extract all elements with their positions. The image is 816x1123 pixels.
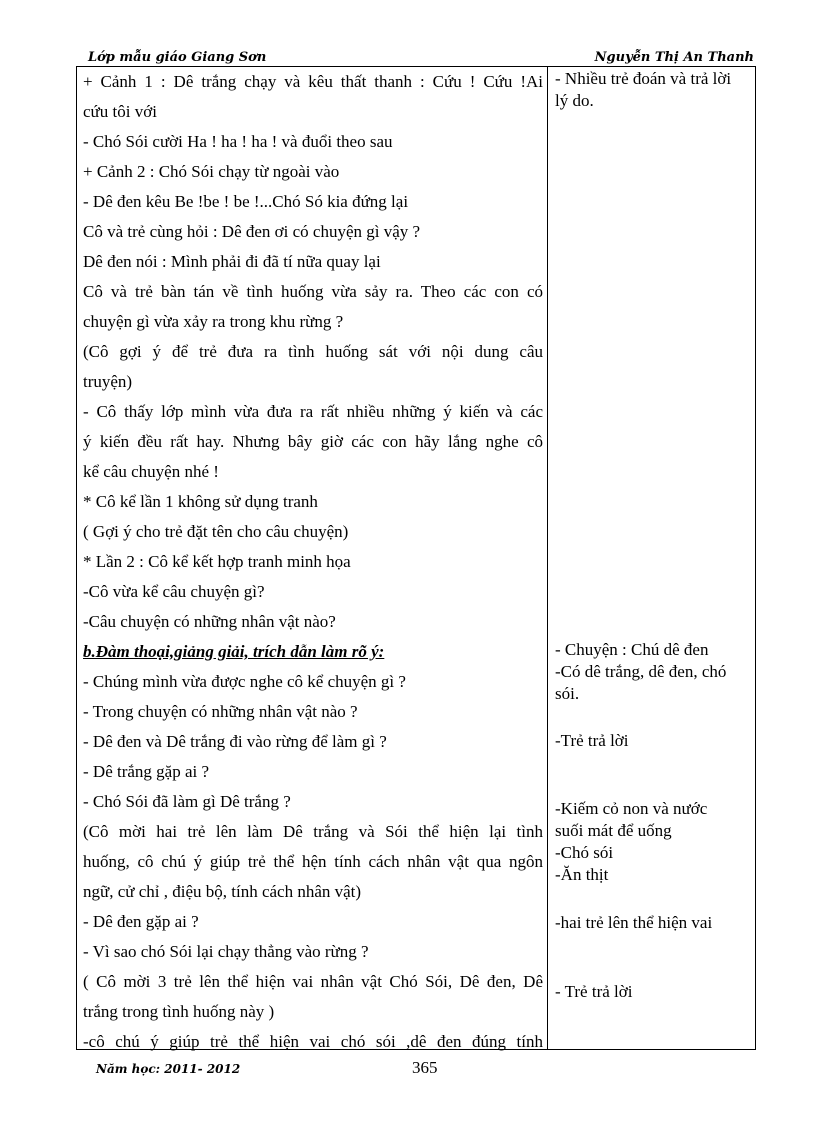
text-line: -Câu chuyện có những nhân vật nào? xyxy=(83,612,336,631)
response-line: lý do. xyxy=(555,91,594,110)
text-line: - Chó Sói cười Ha ! ha ! ha ! và đuổi theo sau xyxy=(83,132,393,151)
response-block xyxy=(555,798,751,886)
response-line: sói. xyxy=(555,684,580,703)
text-line: Cô và trẻ cùng hỏi : Dê đen ơi có chuyện gì vậy ? xyxy=(83,222,421,241)
text-line: - Dê đen và Dê trắng đi vào rừng để làm gì ? xyxy=(83,732,387,751)
text-line: -cô chú ý giúp trẻ thể hiện vai chó sói ,dê đen đúng tính xyxy=(83,1032,543,1051)
column-divider xyxy=(547,66,548,1049)
text-line: (Cô gợi ý để trẻ đưa ra tình huống sát với nội dung câu xyxy=(83,342,543,361)
response-line: -Trẻ trả lời xyxy=(555,731,629,750)
text-line: * Lần 2 : Cô kể kết hợp tranh minh họa xyxy=(83,552,351,571)
text-line: + Cảnh 1 : Dê trắng chạy và kêu thất thanh : Cứu ! Cứu !Ai xyxy=(83,72,543,91)
text-line: ( Gợi ý cho trẻ đặt tên cho câu chuyện) xyxy=(83,522,349,541)
response-line: - Trẻ trả lời xyxy=(555,982,633,1001)
text-line: - Chó Sói đã làm gì Dê trắng ? xyxy=(83,792,291,811)
text-line: ngữ, cử chỉ , điệu bộ, tính cách nhân vật) xyxy=(83,882,362,901)
text-line: Cô và trẻ bàn tán về tình huống vừa sảy ra. Theo các con có xyxy=(83,282,543,301)
activity-column xyxy=(83,67,543,1057)
text-line: - Cô thấy lớp mình vừa đưa ra rất nhiều những ý kiến và các xyxy=(83,402,543,421)
text-line: ý kiến đều rất hay. Nhưng bây giờ các con hãy lắng nghe cô xyxy=(83,432,543,451)
header-school-name: Lớp mẫu giáo Giang Sơn xyxy=(88,50,267,65)
text-line: trắng trong tình huống này ) xyxy=(83,1002,275,1021)
response-block xyxy=(555,981,751,1003)
text-line: ( Cô mời 3 trẻ lên thể hiện vai nhân vật Chó Sói, Dê đen, Dê xyxy=(83,972,543,991)
response-line: -Kiếm cỏ non và nước xyxy=(555,799,708,818)
text-line: - Vì sao chó Sói lại chạy thẳng vào rừng ? xyxy=(83,942,369,961)
text-line: truyện) xyxy=(83,372,133,391)
text-line: Dê đen nói : Mình phải đi đã tí nữa quay lại xyxy=(83,252,381,271)
footer-school-year: Năm học: 2011- 2012 xyxy=(96,1062,241,1076)
text-line: - Dê trắng gặp ai ? xyxy=(83,762,210,781)
text-line: + Cảnh 2 : Chó Sói chạy từ ngoài vào xyxy=(83,162,340,181)
response-line: -Có dê trắng, dê đen, chó xyxy=(555,662,727,681)
text-line: chuyện gì vừa xảy ra trong khu rừng ? xyxy=(83,312,344,331)
response-block xyxy=(555,730,751,752)
text-line: - Trong chuyện có những nhân vật nào ? xyxy=(83,702,358,721)
text-line: cứu tôi với xyxy=(83,102,157,121)
response-line: - Nhiều trẻ đoán và trả lời xyxy=(555,69,732,88)
text-line: - Dê đen kêu Be !be ! be !...Chó Só kia đứng lại xyxy=(83,192,409,211)
text-line: kể câu chuyện nhé ! xyxy=(83,462,219,481)
text-line: - Dê đen gặp ai ? xyxy=(83,912,199,931)
response-line: -Chó sói xyxy=(555,843,614,862)
text-line: huống, cô chú ý giúp trẻ thể hện tính cách nhân vật qua ngôn xyxy=(83,852,543,871)
response-block xyxy=(555,912,751,934)
text-line: * Cô kể lần 1 không sử dụng tranh xyxy=(83,492,318,511)
lesson-table xyxy=(76,66,756,1050)
response-line: -hai trẻ lên thể hiện vai xyxy=(555,913,713,932)
text-line: (Cô mời hai trẻ lên làm Dê trắng và Sói thể hiện lại tình xyxy=(83,822,543,841)
response-line: - Chuyện : Chú dê đen xyxy=(555,640,709,659)
response-block xyxy=(555,68,751,112)
page-number: 365 xyxy=(412,1058,438,1077)
response-block xyxy=(555,639,751,705)
section-heading: b.Đàm thoại,giảng giải, trích dẫn làm rõ ý: xyxy=(83,642,385,661)
response-line: suối mát để uống xyxy=(555,821,672,840)
response-line: -Ăn thịt xyxy=(555,865,609,884)
text-line: -Cô vừa kể câu chuyện gì? xyxy=(83,582,265,601)
header-author-name: Nguyễn Thị An Thanh xyxy=(594,50,754,65)
text-line: - Chúng mình vừa được nghe cô kể chuyện gì ? xyxy=(83,672,406,691)
